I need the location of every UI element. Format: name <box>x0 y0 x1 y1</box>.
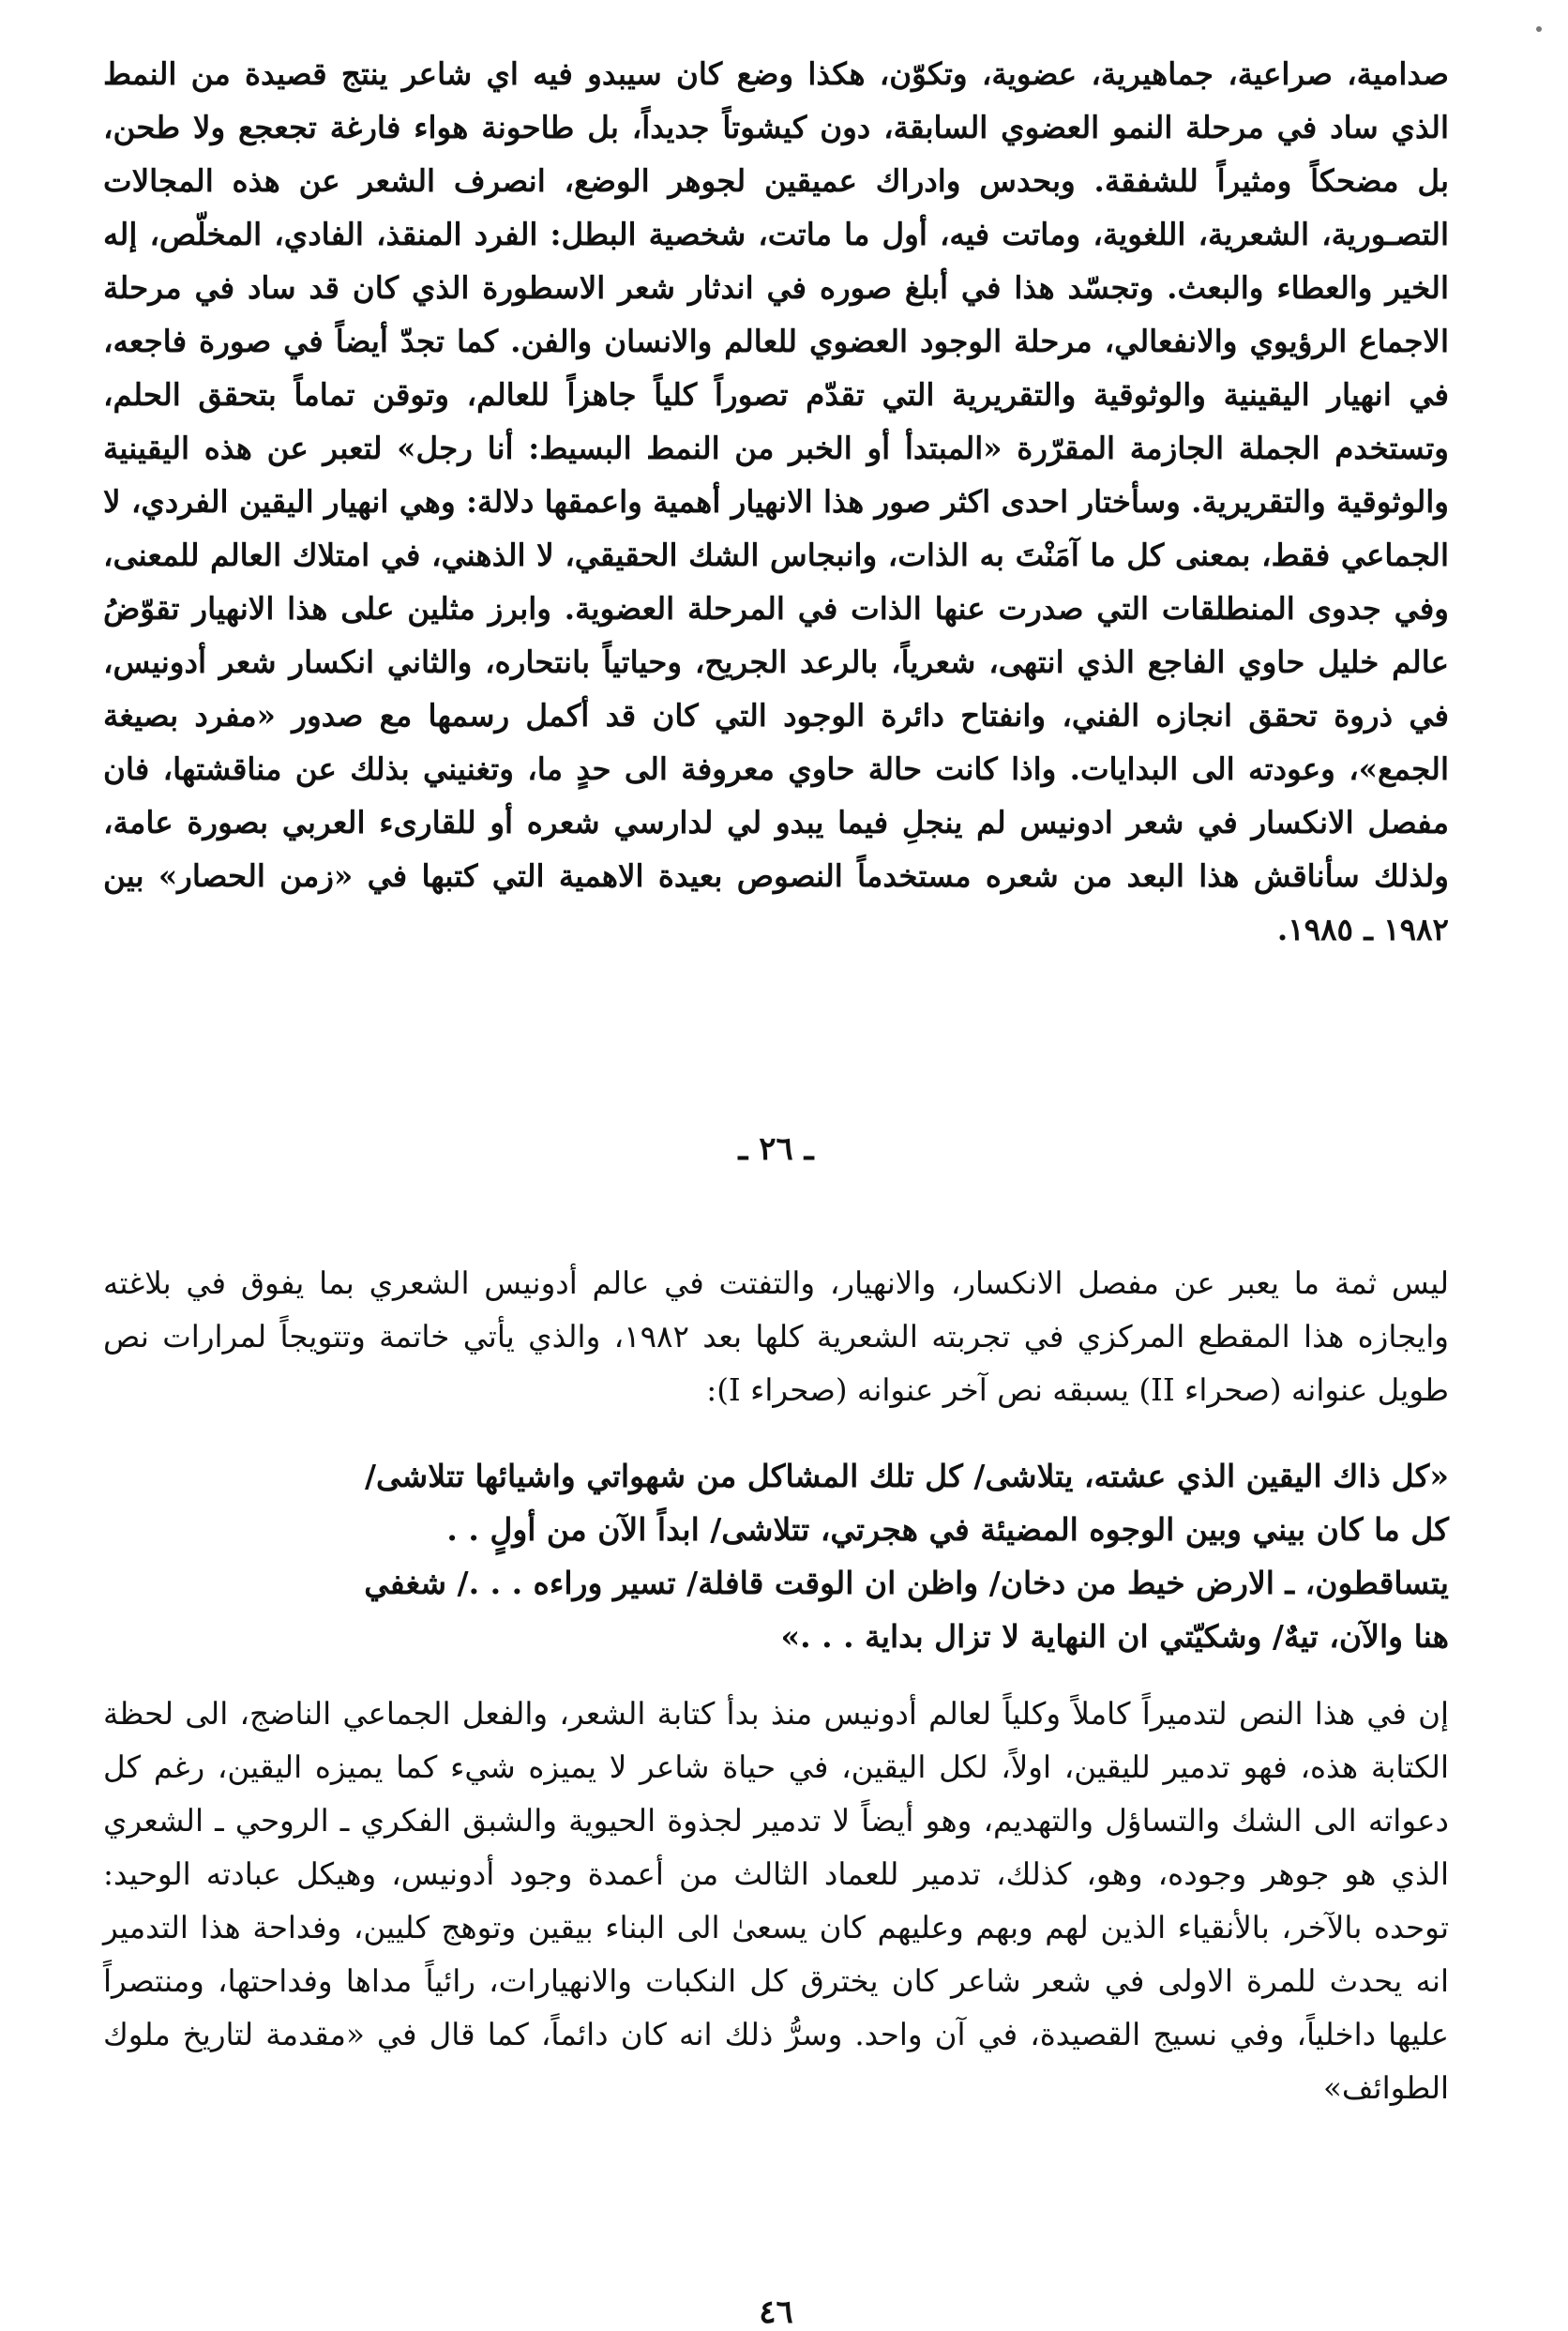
page-number: ٤٦ <box>759 2293 793 2331</box>
poem-line: هنا والآن، تيهٌ/ وشكيّتي ان النهاية لا تزال بداية . . .» <box>780 1618 1449 1655</box>
intro-paragraph: ليس ثمة ما يعبر عن مفصل الانكسار، والانهيار، والتفتت في عالم أدونيس الشعري بما يفوق في بلاغته وايجازه هذا المقطع المركزي في تجربته الشعرية كلها بعد ١٩٨٢، والذي يأتي خاتمة وتتويجاً لمرارات نص طويل عنوانه (صحراء II) يسبقه نص آخر عنوانه (صحراء I): <box>103 1265 1449 1408</box>
page-body <box>103 47 1450 2331</box>
poem-line: «كل ذاك اليقين الذي عشته، يتلاشى/ كل تلك المشاكل من شهواتي واشيائها تتلاشى/ <box>365 1458 1449 1494</box>
second-section <box>103 1257 1449 2115</box>
poem-quotation <box>103 1449 1449 1663</box>
top-paragraph: صدامية، صراعية، جماهيرية، عضوية، وتكوّن، هكذا وضع كان سيبدو فيه اي شاعر ينتج قصيدة من النمط الذي ساد في مرحلة النمو العضوي السابقة، دون كيشوتاً جديداً، بل طاحونة هواء فارغة تجعجع ولا طحن، بل مضحكاً ومثيراً للشفقة. وبحدس وادراك عميقين لجوهر الوضع، انصرف الشعر عن هذه المجالات التصـورية، الشعرية، اللغوية، وماتت فيه، أول ما ماتت، شخصية البطل: الفرد المنقذ، الفادي، المخلّص، إله الخير والعطاء والبعث. وتجسّد هذا في أبلغ صوره في اندثار شعر الاسطورة الذي كان قد ساد في مرحلة الاجماع الرؤيوي والانفعالي، مرحلة الوجود العضوي للعالم والانسان والفن. كما تجدّ أيضاً في صورة فاجعه، في انهيار اليقينية والوثوقية والتقريرية التي تقدّم تصوراً كلياً جاهزاً للعالم، وتوقن تماماً بتحقق الحلم، وتستخدم الجملة الجازمة المقرّرة «المبتدأ أو الخبر من النمط البسيط: أنا رجل» لتعبر عن هذه اليقينية والوثوقية والتقريرية. وسأختار احدى اكثر صور هذا الانهيار أهمية واعمقها دلالة: وهي انهيار اليقين الفردي، لا الجماعي فقط، بمعنى كل ما آمَنْتَ به الذات، وانبجاس الشك الحقيقي، لا الذهني، في امتلاك العالم للمعنى، وفي جدوى المنطلقات التي صدرت عنها الذات في المرحلة العضوية. وابرز مثلين على هذا الانهيار تقوّضُ عالم خليل حاوي الفاجع الذي انتهى، شعرياً، بالرعد الجريح، وحياتياً بانتحاره، والثاني انكسار شعر أدونيس، في ذروة تحقق انجازه الفني، وانفتاح دائرة الوجود التي كان قد أكمل رسمها مع صدور «مفرد بصيغة الجمع»، وعودته الى البدايات. واذا كانت حالة حاوي معروفة الى حدٍ ما، وتغنيني بذلك عن مناقشتها، فان مفصل الانكسار في شعر ادونيس لم ينجلِ فيما يبدو لي لدارسي شعره أو للقارىء العربي بصورة عامة، ولذلك سأناقش هذا البعد من شعره مستخدماً النصوص بعيدة الاهمية التي كتبها في «زمن الحصار» بين ١٩٨٢ ـ ١٩٨٥. <box>103 55 1450 947</box>
poem-line: كل ما كان بيني وبين الوجوه المضيئة في هجرتي، تتلاشى/ ابداً الآن من أولٍ . . <box>446 1511 1449 1548</box>
inner-page-marker: ـ ٢٦ ـ <box>738 1130 814 1168</box>
analysis-paragraph: إن في هذا النص لتدميراً كاملاً وكلياً لعالم أدونيس منذ بدأ كتابة الشعر، والفعل الجماعي الناضج، الى لحظة الكتابة هذه، فهو تدمير لليقين، اولاً، لكل اليقين، في حياة شاعر لا يميزه شيء كما يميزه اليقين، رغم كل دعواته الى الشك والتساؤل والتهديم، وهو أيضاً لا تدمير لجذوة الحيوية والشبق الفكري ـ الروحي ـ الشعري الذي هو جوهر وجوده، وهو، كذلك، تدمير للعماد الثالث من أعمدة وجود أدونيس، وهيكل عبادته الوحيد: توحده بالآخر، بالأنقياء الذين لهم وبهم وعليهم كان يسعىٰ الى البناء بيقين وتوهج كليين، وفداحة هذا التدمير انه يحدث للمرة الاولى في شعر شاعر كان يخترق كل النكبات والانهيارات، رائياً مداها وفداحتها، ومنتصراً عليها داخلياً، وفي نسيج القصيدة، في آن واحد. وسرُّ ذلك انه كان دائماً، كما قال في «مقدمة لتاريخ ملوك الطوائف» <box>103 1696 1449 2106</box>
poem-line: يتساقطون، ـ الارض خيط من دخان/ واظن ان الوقت قافلة/ تسير وراءه . . ./ شغفي <box>364 1565 1449 1601</box>
scan-speck <box>1536 26 1542 32</box>
